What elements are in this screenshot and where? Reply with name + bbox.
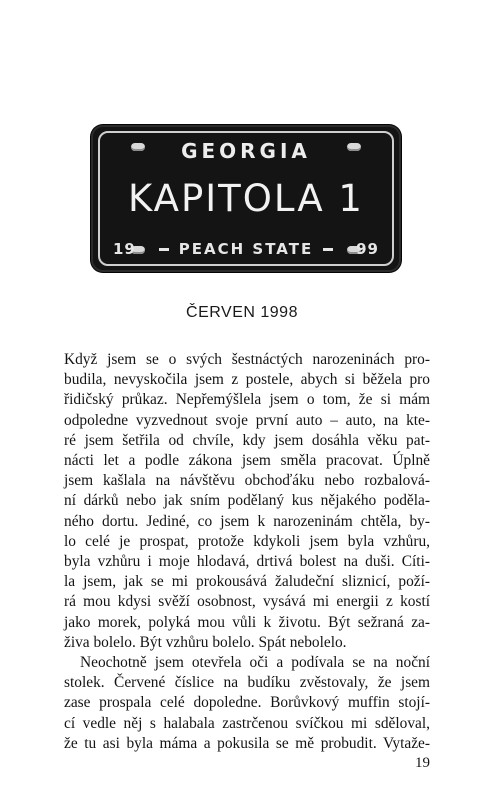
text-line: že tu asi byla máma a pokusila se mě probudit. Vytaže- — [64, 734, 430, 752]
text-line: zase prospala celé dopoledne. Borůvkový muffin stojí- — [64, 694, 430, 712]
text-line: budila, nevyskočila jsem z postele, abych si běžela pro — [64, 371, 430, 389]
text-line: odpoledne vyzvednout svoje první auto – auto, na kte- — [64, 411, 430, 429]
text-line: nácti let a podle zákona jsem směla pracovat. Úplně — [64, 452, 430, 470]
text-line: Když jsem se o svých šestnáctých narozeninách pro- — [64, 351, 430, 368]
license-plate-illustration — [91, 125, 401, 272]
text-line: jako morek, polyká mou vůli k životu. Být sežraná za- — [64, 613, 430, 631]
text-line: cí vedle něj s halabala zastrčenou svíčkou mi sděloval, — [64, 714, 430, 732]
text-line: Neochotně jsem otevřela oči a podívala se na noční — [80, 654, 430, 672]
chapter-title: KAPITOLA 1 — [128, 177, 364, 220]
plate-motto-group — [155, 239, 337, 258]
text-line: ní dárků nebo jak sním podělaný kus nějakého poděla- — [64, 492, 430, 510]
chapter-date: ČERVEN 1998 — [186, 304, 298, 321]
dash-icon — [323, 248, 333, 251]
page-number: 19 — [415, 755, 430, 771]
text-line: živa bolelo. Být vzhůru bolelo. Spát nebolelo. — [64, 633, 347, 651]
text-line: řidičský průkaz. Nepřemýšlela jsem o tom, že si mám — [64, 391, 430, 409]
text-line: rá mou kdysi svěží osobnost, vysává mi energii z kostí — [64, 593, 430, 611]
text-line: ného dortu. Jediné, co jsem k narozeninám chtěla, by- — [64, 512, 430, 530]
text-line: ré jsem šetřila od chvíle, kdy jsem dosáhla věku pat- — [64, 431, 430, 449]
plate-year-left: 19 — [113, 240, 136, 258]
text-line: stolek. Červené číslice na budíku zvěstovaly, že jsem — [64, 674, 430, 692]
text-line: lo celé je prospat, protože kdykoli jsem byla vzhůru, — [64, 532, 430, 550]
body-text — [64, 350, 430, 754]
plate-year-right: 99 — [356, 240, 379, 258]
dash-icon — [159, 248, 169, 251]
text-line: byla vzhůru i moje hlodavá, drtivá bolest na duši. Cíti- — [64, 553, 430, 571]
text-line: jsem kašlala na návštěvu obchoďáku nebo rozbalová- — [64, 472, 430, 490]
plate-state-name: GEORGIA — [181, 139, 311, 163]
plate-motto: PEACH STATE — [178, 240, 314, 258]
text-line: la jsem, jak se mi prokousává žaludeční sliznicí, poží- — [64, 573, 430, 591]
plate-bottom-row — [113, 239, 379, 258]
